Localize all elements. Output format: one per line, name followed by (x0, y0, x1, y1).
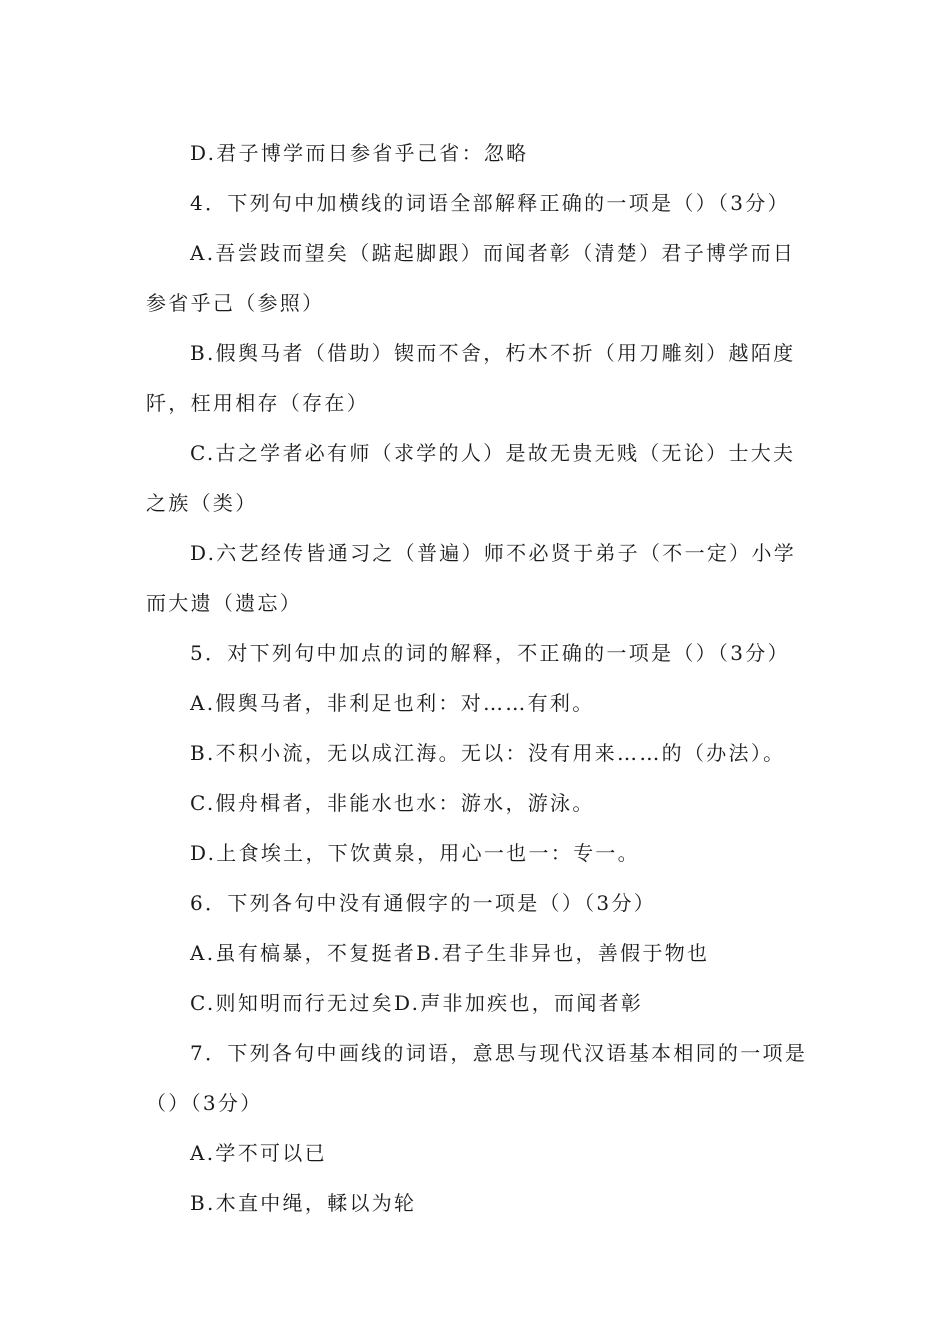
question-7-option-a: A.学不可以已 (190, 1141, 327, 1165)
question-5: 5．对下列句中加点的词的解释，不正确的一项是（）（3分） (190, 641, 790, 665)
question-4-option-d: D.六艺经传皆通习之（普遍）师不必贤于弟子（不一定）小学 (190, 541, 797, 565)
question-4-option-b: B.假舆马者（借助）锲而不舍，朽木不折（用刀雕刻）越陌度 (190, 341, 796, 365)
document-body (146, 128, 811, 1228)
option-d-q3: D.君子博学而日参省乎己省：忽略 (190, 141, 529, 165)
question-4: 4．下列句中加横线的词语全部解释正确的一项是（）（3分） (190, 191, 790, 215)
question-6-options-cd: C.则知明而行无过矣D.声非加疾也，而闻者彰 (190, 991, 644, 1015)
question-5-option-b: B.不积小流，无以成江海。无以：没有用来……的（办法）。 (190, 741, 786, 765)
question-5-option-a: A.假舆马者，非利足也利：对……有利。 (190, 691, 595, 715)
question-5-option-d: D.上食埃土，下饮黄泉，用心一也一：专一。 (190, 841, 640, 865)
question-7-option-b: B.木直中绳，輮以为轮 (190, 1191, 417, 1215)
question-4-option-b-cont: 阡，枉用相存（存在） (146, 391, 369, 415)
question-4-option-c-cont: 之族（类） (146, 491, 258, 515)
question-7: 7．下列各句中画线的词语，意思与现代汉语基本相同的一项是 (190, 1041, 808, 1065)
question-6: 6．下列各句中没有通假字的一项是（）（3分） (190, 891, 657, 915)
question-4-option-a: A.吾尝跂而望矣（踮起脚跟）而闻者彰（清楚）君子博学而日 (190, 241, 796, 265)
question-4-option-d-cont: 而大遗（遗忘） (146, 591, 303, 615)
question-7-cont: （）（3分） (146, 1091, 263, 1115)
question-4-option-a-cont: 参省乎己（参照） (146, 291, 325, 315)
question-6-options-ab: A.虽有槁暴，不复挺者B.君子生非异也，善假于物也 (190, 941, 710, 965)
question-4-option-c: C.古之学者必有师（求学的人）是故无贵无贱（无论）士大夫 (190, 441, 796, 465)
question-5-option-c: C.假舟楫者，非能水也水：游水，游泳。 (190, 791, 595, 815)
